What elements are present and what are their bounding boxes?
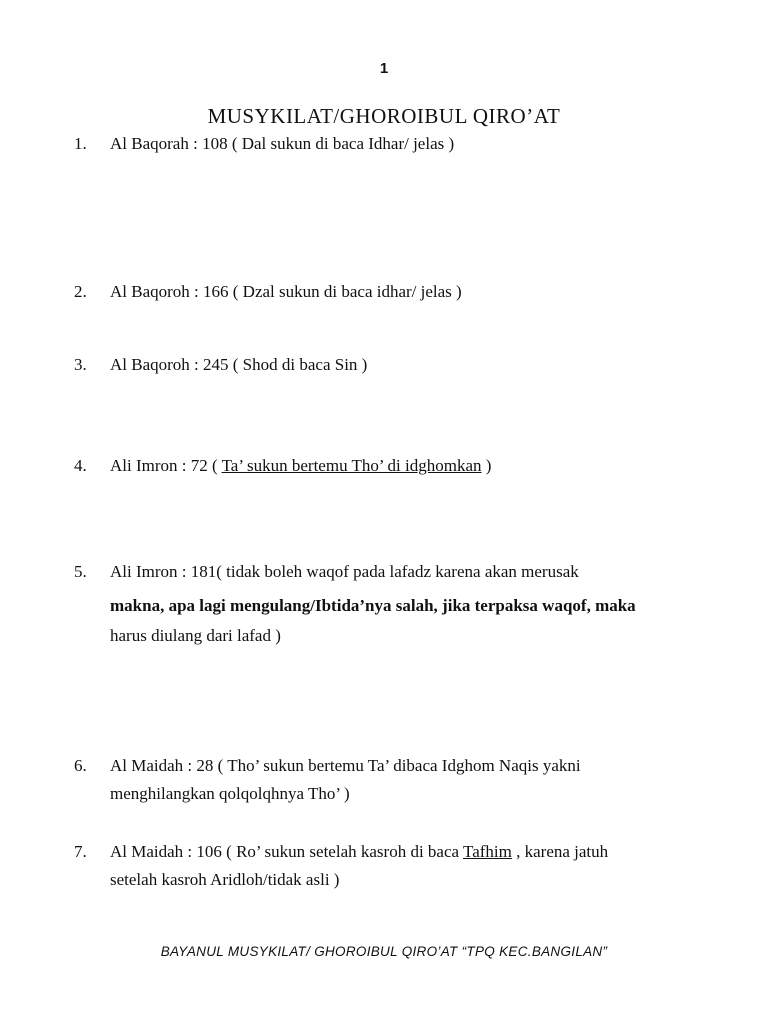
item-number: 3. [74,355,87,374]
item-text: setelah kasroh Aridloh/tidak asli ) [110,870,340,889]
item-text: , karena jatuh [511,842,609,861]
item-number: 1. [74,134,87,153]
item-text: Al Maidah : 28 ( Tho’ sukun bertemu Ta’ dibaca Idghom Naqis yakni [110,756,581,775]
list-item [74,278,728,306]
arabic-verse-line [90,180,720,218]
item-number: 2. [74,282,87,301]
document-title: MUSYKILAT/GHOROIBUL QIRO’AT [207,104,561,128]
item-text: makna, apa lagi mengulang/Ibtida’nya salah, jika terpaksa waqof, maka [110,596,636,615]
item-text: ) [275,626,281,645]
item-text: ) [481,456,492,475]
list-item [74,752,728,808]
list-item [74,130,728,158]
list-item [74,351,728,379]
item-text-underlined: Ta’ sukun bertemu Tho’ di idghomkan [221,456,482,475]
item-text: Al Baqorah : 108 ( Dal sukun di baca Idhar/ jelas ) [110,134,455,153]
arabic-verse-line [90,232,720,270]
arabic-verse-line [90,518,720,556]
arabic-verse-line [90,698,720,736]
item-text: Al Maidah : 106 ( Ro’ sukun setelah kasroh di baca [110,842,463,861]
item-text: menghilangkan qolqolqhnya Tho’ ) [110,784,350,803]
arabic-verse-line [90,378,720,416]
arabic-verse-line [90,804,720,842]
arabic-verse-line [90,310,720,348]
item-number: 6. [74,756,87,775]
item-text-underlined: Tafhim [463,842,512,861]
list-item [74,838,728,894]
list-item [74,558,728,650]
item-text: Al Baqoroh : 245 ( Shod di baca Sin ) [110,355,368,374]
item-number: 7. [74,842,87,861]
item-text: Ali Imron : 72 ( [110,456,222,475]
item-number: 4. [74,456,87,475]
arabic-verse-line [90,650,720,688]
item-text: harus diulang dari lafad [110,626,276,645]
page-number: 1 [379,60,389,77]
item-number: 5. [74,562,87,581]
list-item [74,452,728,480]
page-footer: BAYANUL MUSYKILAT/ GHOROIBUL QIRO’AT “TPQ KEC.BANGILAN” [160,944,608,959]
arabic-verse-line [90,480,720,518]
item-text: Ali Imron : 181( tidak boleh waqof pada lafadz [110,562,436,581]
item-text: karena akan merusak [435,562,579,581]
item-text: Al Baqoroh : 166 ( Dzal sukun di baca idhar/ jelas ) [110,282,462,301]
